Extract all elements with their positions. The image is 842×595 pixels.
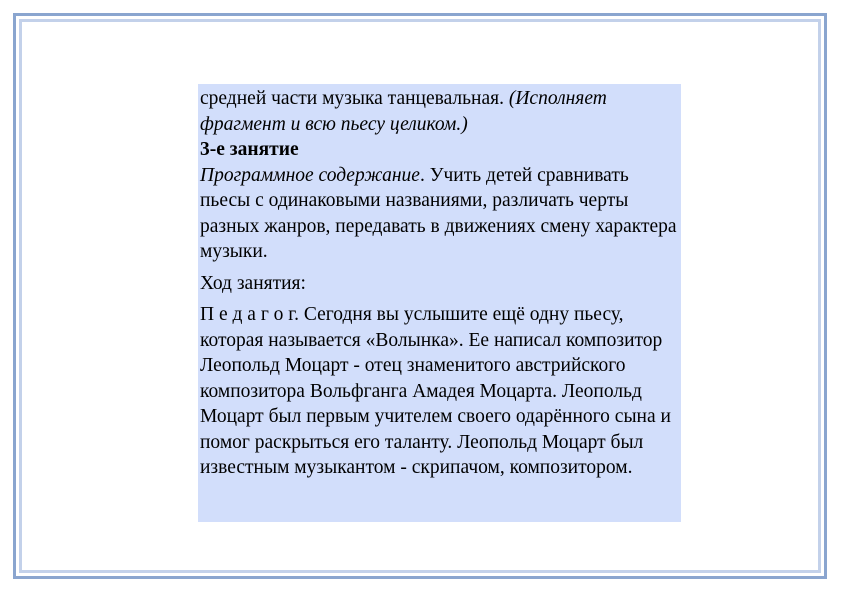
teacher-speaker-label: П е д а г о г <box>200 304 295 325</box>
paragraph-teacher-speech <box>200 302 679 481</box>
paragraph-lesson-course: Ход занятия: <box>200 272 306 294</box>
program-content-text: . Учить детей сравнивать пьесы с одинаковыми названиями, различать черты разных жанров, передавать в движениях смену характера музыки. <box>200 164 677 262</box>
paragraph-program-content <box>200 163 679 265</box>
lesson-heading: 3-е занятие <box>200 139 299 160</box>
intro-text: средней части музыка танцевальная. <box>200 88 509 109</box>
paragraph-intro <box>200 86 679 137</box>
teacher-speech-text: . Сегодня вы услышите ещё одну пьесу, которая называется «Волынка». Ее написал композитор Леопольд Моцарт - отец знаменитого австрийского композитора Вольфганга Амадея Моцарта. Леопольд Моцарт был первым учителем своего одарённого сына и помог раскрыться его таланту. Леопольд Моцарт был известным музыкантом - скрипачом, композитором. <box>200 304 671 478</box>
text-block <box>198 84 681 522</box>
intro-italic-note: (Исполняет фрагмент и всю пьесу целиком.) <box>200 88 607 135</box>
program-content-label: Программное содержание <box>200 164 420 186</box>
